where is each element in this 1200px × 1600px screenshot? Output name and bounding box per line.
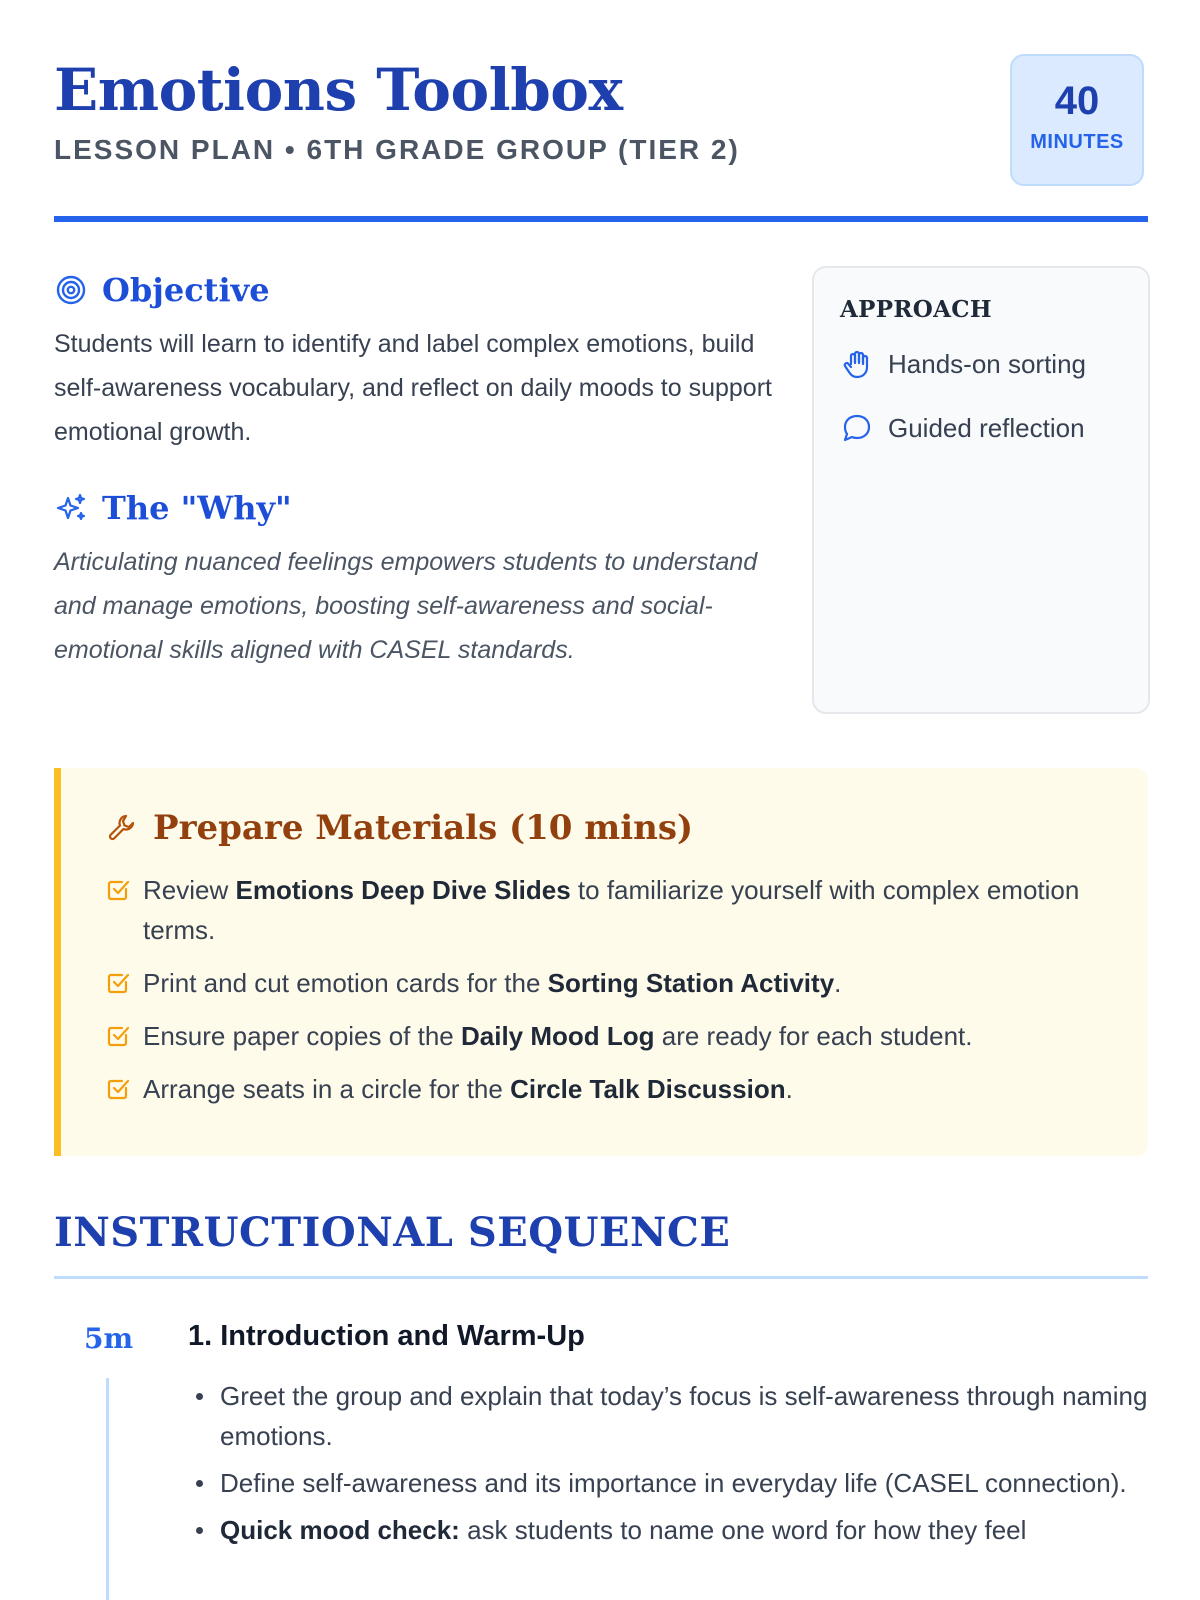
- approach-card: [812, 266, 1150, 714]
- materials-heading: Prepare Materials (10 mins): [153, 808, 694, 848]
- checkbox-check-icon: [105, 970, 131, 996]
- overview-column: [54, 266, 774, 672]
- lesson-header: [54, 52, 1148, 222]
- step-bullet: Define self-awareness and its importance in everyday life (CASEL connection).: [188, 1463, 1148, 1503]
- sparkles-icon: [54, 491, 88, 525]
- checkbox-check-icon: [105, 1023, 131, 1049]
- sequence-divider: [54, 1276, 1148, 1279]
- wrench-icon: [105, 811, 139, 845]
- hand-icon: [840, 347, 874, 381]
- header-divider: [54, 216, 1148, 222]
- approach-item-reflection: [840, 411, 1122, 445]
- objective-text: Students will learn to identify and label complex emotions, build self-awareness vocabulary, and reflect on daily moods to support emotional growth.: [54, 330, 772, 446]
- objective-heading: Objective: [102, 271, 270, 309]
- duration-unit: MINUTES: [1030, 131, 1124, 153]
- duration-badge: [1010, 54, 1144, 186]
- materials-panel: [54, 768, 1148, 1156]
- duration-value: 40: [1054, 79, 1100, 123]
- timeline-line: [106, 1378, 109, 1600]
- approach-label: APPROACH: [840, 296, 992, 323]
- step-duration: 5m: [84, 1322, 134, 1355]
- why-text: Articulating nuanced feelings empowers students to understand and manage emotions, boosting self-awareness and social-emotional skills aligned with CASEL standards.: [54, 548, 758, 664]
- why-heading-row: [54, 484, 774, 532]
- target-icon: [54, 273, 88, 307]
- materials-item: Arrange seats in a circle for the Circle Talk Discussion.: [105, 1069, 1104, 1109]
- objective-heading-row: [54, 266, 774, 314]
- page-title: Emotions Toolbox: [54, 56, 623, 124]
- step-bullet-list: [188, 1376, 1148, 1557]
- approach-item-label: Guided reflection: [888, 412, 1085, 443]
- materials-item: Review Emotions Deep Dive Slides to familiarize yourself with complex emotion terms.: [105, 870, 1104, 950]
- step-bullet: Quick mood check: ask students to name one word for how they feel: [188, 1510, 1148, 1550]
- page-subtitle: LESSON PLAN • 6TH GRADE GROUP (TIER 2): [54, 134, 740, 165]
- approach-item-hands-on: [840, 347, 1122, 381]
- speech-bubble-icon: [840, 411, 874, 445]
- step-title: 1. Introduction and Warm-Up: [188, 1320, 585, 1352]
- sequence-heading: INSTRUCTIONAL SEQUENCE: [54, 1209, 731, 1256]
- checkbox-check-icon: [105, 1076, 131, 1102]
- materials-item: Ensure paper copies of the Daily Mood Log are ready for each student.: [105, 1016, 1104, 1056]
- checkbox-check-icon: [105, 877, 131, 903]
- approach-item-label: Hands-on sorting: [888, 348, 1086, 379]
- materials-list: [105, 870, 1104, 1109]
- why-heading: The "Why": [102, 489, 292, 527]
- materials-heading-row: [105, 808, 1104, 848]
- step-bullet: Greet the group and explain that today’s focus is self-awareness through naming emotions.: [188, 1376, 1148, 1456]
- materials-item: Print and cut emotion cards for the Sorting Station Activity.: [105, 963, 1104, 1003]
